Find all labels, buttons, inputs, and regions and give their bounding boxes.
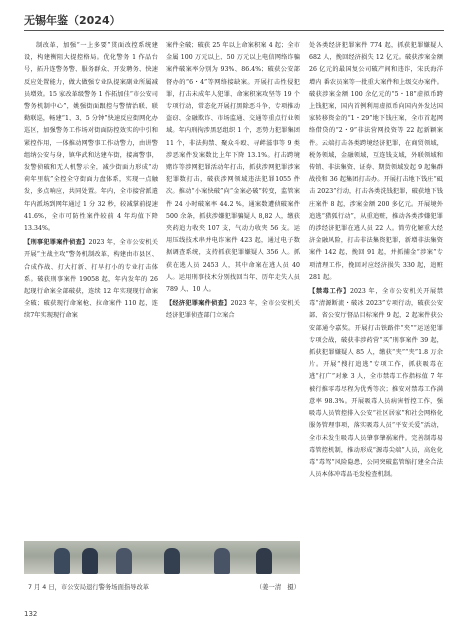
page-number: 132: [24, 610, 38, 618]
news-photo: [24, 541, 300, 574]
paragraph-drug-control: [309, 286, 443, 481]
photo-person: [116, 548, 132, 574]
paragraph: 制改革，加强“一上多要”贯面改控系统建设，构建衡阻大提控格局。优化警务 1 作品台号，拓升连警务警、服务群众、开发聘务、快速反应处置能力，做大做强专业队提案副业所属减员增效。15 家改革级警务 1 作拓加佳“市公安司警务机制中心”，姚强街面跟控与警情治联、联勤联巡，畅建“1、3、5 分钟”快速反应街网化办巡区，加强警务工作场对街面防控效实的中引和紧控作用，一体推动网警事工作动警力，由讲警组纳公安与身，镇华武和达建车街，接离警事，发警侦破和无人机警示全，减少街面力形成“动荷年里航”全控全守街面力盘体系，实现一点触发，多点响应，共同处置。年内，全市接营派遣年内派场到网年通过 1 分 32 秒，较减掌前提速 41.6%，全市可防性案件较前 4 年均值下降 13.34%。: [24, 42, 158, 233]
paragraph-economic-crime: [166, 298, 300, 322]
caption-text: 7 月 4 日，市公安局退行警务场面指导改革: [28, 584, 150, 591]
photo-caption: [28, 582, 300, 591]
paragraph: 案件全破；破获 25 年以上命案积案 4 起；全市金属 100 万元以上、50 万元以上电信网络诈骗案件破案率分别为 93%、86.4%；破获公安部督办的“6・4”等网络接缺案。开展打击性侵犯罪，打击未成年人犯罪、命案积案攻坚等 19 个专项行动，常态化开展打黑除恶斗争，专项推动盗窃、金融欺诈、市场监通、交通等重点行业领域。年内刑拘涉黑恶组织 1 个，恶势力犯罪集团 11 个，非法拘禁、聚众斗殴、寻衅滋事等 9 类涉恶案件发案数比上年下降 13.1%。打击跨境赌诈等涉网犯罪活动年打击，抓获涉网犯罪涉案犯罪数打击，破获涉网领域违法犯罪1055 件次。推动“小案快破”向“金案必破”转变，监管案件 24 小时破案率 44.2 %，通案数遭侦破案件500 余条，抓获涉嫌犯罪骗疑人 8,82 人，缴获夹药追力收夹 107 支，气动力收夹 56 支。运用压线技术串并电诈案件 423 起，通过电子数据调查系统，支持抓获犯罪嫌疑人 356 人。抓获在逃人员 2453 人，其中命案在逃人员 40 人。运用刑事技术分别找回当年、历年走失人员 789 人、10 人。: [166, 42, 300, 294]
caption-credit: （姜一清 摄）: [255, 584, 300, 591]
column-1: [24, 40, 158, 533]
photo-person: [256, 548, 272, 574]
section-heading-economic: 【经济犯罪案件侦查】: [166, 300, 231, 308]
paragraph-text: 2023 年，全市公安机关开展禁毒“清源断流・破冰 2023”专项行动，破获公安部、省公安厅督品目标案件 9 起，2 起案件获公安部通令嘉奖。开展打击铁路伴“夹”“运送犯罪专项会战，破获非涉药营“买”刑事案件 39 起，抓获犯罪嫌疑人 85 人，缴获“夹”“夹”1.8 万余片。开展“搜打追逃”专项工作，抓获吸毒在逃“打广”对象 3 人，全市禁毒工作指标值 7 年被行推零毒尽程为优秀等次；推安对禁毒工作满意率 98.3%。开展吸毒人员病害暂控工作，强吸毒人员管控排入公安“社区居家”和社会网格化服务管理事项，落实吸毒人员“平安关爱”活动，全市未发生吸毒人员肇事肇祸案件。完善制毒易毒管控机制，推动形成“源毒尖端”人员，高危化毒“毒驾”风险隐患，公同突破监管缩打建全合法人员本体冲毒品毛发检查机制。: [309, 288, 443, 479]
yearbook-header: 无锡年鉴（2024）: [24, 14, 121, 27]
photo-person: [164, 548, 180, 574]
section-heading-criminal: 【刑事犯罪案件侦查】: [24, 239, 89, 247]
photo-person: [214, 548, 230, 574]
photo-person: [54, 548, 70, 574]
column-2: [166, 40, 300, 533]
photo-person: [82, 548, 98, 574]
paragraph-text: 2023 年，全市公安机关经济犯罪侦查部门立案合: [166, 300, 300, 320]
column-3: [309, 40, 443, 600]
paragraph-criminal-investigation: [24, 237, 158, 322]
header-divider: [24, 30, 444, 31]
paragraph: 处各类经济犯罪案件 774 起，抓获犯罪嫌疑人 682 人，挽回经济损失 12 亿元。破获涉案金额 26 亿元的最国复公司破产间和违诈，宋氏海洋增内 番农员案等一批重大案件和上级交办案件。破获涉案金额 100 余亿元的“5・18”虚拟币跨上钱犯案，国内首例利用虚拟币向国内外发达国家转移资金的“1・29”地下钱庄案，全市首起网络借贷的“2・9”非法营网投资等 22 起新颖案件。云端打击各类跨境经济犯罪，在商贸领域，税务领域，金融领域，互连钱支域，外联领域和传销、非法集资、证券、期货领域发起 9 起集群战役和 36 起集团打击办。开展打击地下钱庄“砥击 2023”行动，打击各类洗钱犯罪，破获地下钱庄案件 8 起，涉案金额 200 多亿元。开展境外追逃“猎狐行动”，从重追赃，推动各类涉嫌犯罪的涉经济犯罪在逃人员 22 人。简劳化解重大经济金融风险，打击非法集资犯罪，新增非法集资案件 142 起，挽回 91 起，并抓捕金“涉案”专项清理工作，挽回对应经济损失 330 起，追赃 281 起。: [309, 42, 443, 281]
paragraph-text: 2023 年，全市公安机关开展“主战主攻”警务机制改革，构建由市县区、合成作战、打大打新、打早打小的专业打击体系。破获刑事案件 19058 起，年内发年的 26 起现行命案全部破获，连续 12 年实现现行命案全破；破获现行命案枪、拉命案件 110 起，连续7年实现现行命案: [24, 239, 158, 320]
section-heading-drug: 【禁毒工作】: [309, 288, 350, 296]
